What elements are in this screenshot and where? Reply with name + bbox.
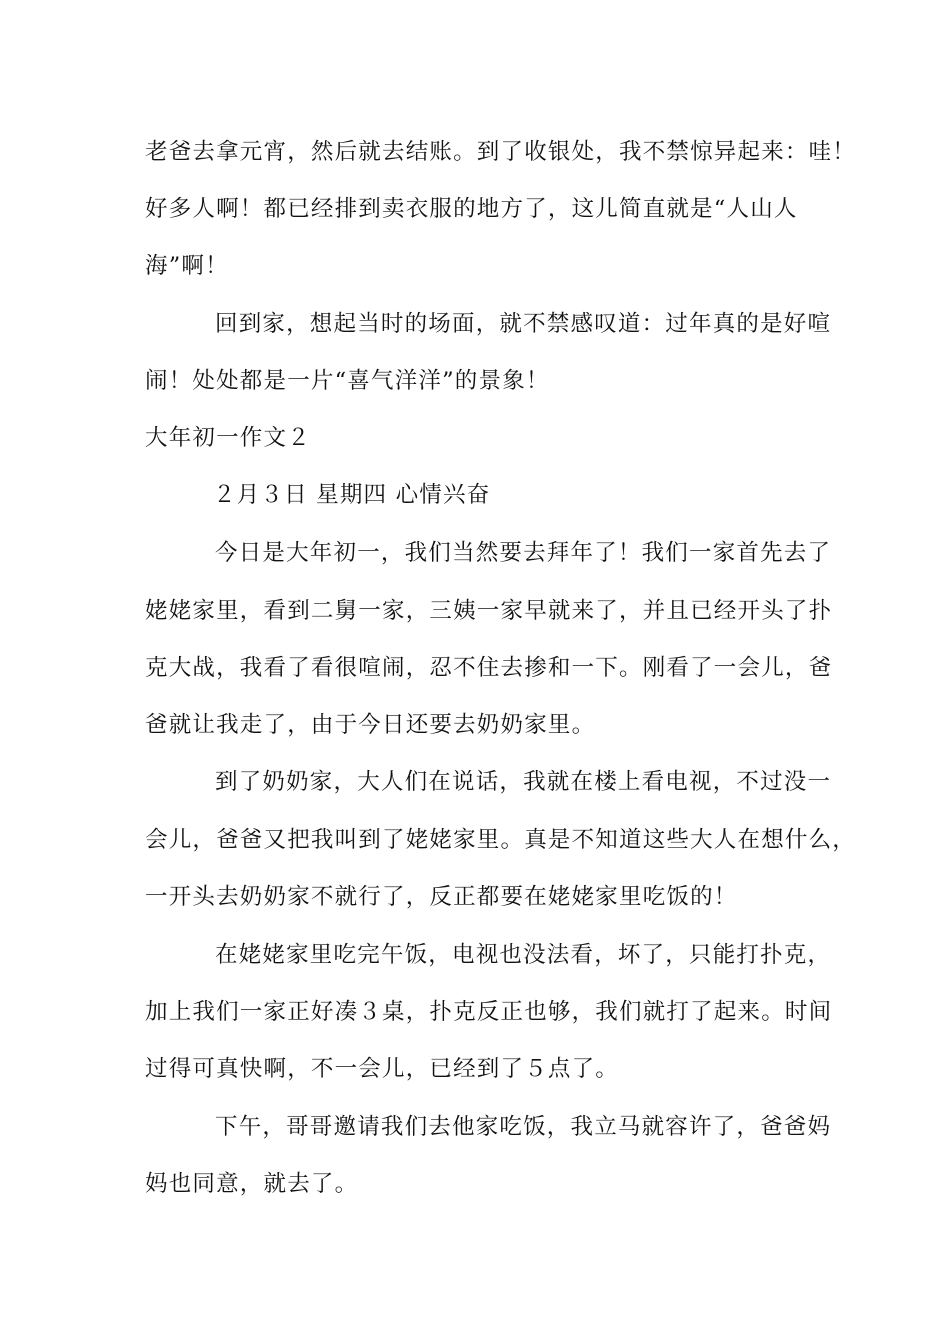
paragraph-line: 今日是大年初一，我们当然要去拜年了！我们一家首先去了 (215, 540, 832, 566)
paragraph-line: 会儿，爸爸又把我叫到了姥姥家里。真是不知道这些大人在想什么， (145, 827, 857, 853)
paragraph-line: 姥姥家里，看到二舅一家，三姨一家早就来了，并且已经开头了扑 (145, 598, 833, 624)
section-heading: 大年初一作文２ (145, 425, 311, 451)
paragraph-line: 好多人啊！都已经排到卖衣服的地方了，这儿简直就是“人山人 (145, 196, 798, 222)
paragraph-line: 爸就让我走了，由于今日还要去奶奶家里。 (145, 712, 596, 738)
paragraph-line: 妈也同意，就去了。 (145, 1171, 359, 1197)
paragraph-line: 闹！处处都是一片“喜气洋洋”的景象！ (145, 368, 550, 394)
paragraph-line: 克大战，我看了看很喧闹，忍不住去掺和一下。刚看了一会儿，爸 (145, 655, 833, 681)
paragraph-line: 过得可真快啊，不一会儿，已经到了５点了。 (145, 1056, 620, 1082)
paragraph-line: 在姥姥家里吃完午饭，电视也没法看，坏了，只能打扑克， (215, 942, 832, 968)
paragraph-line: 加上我们一家正好凑３桌，扑克反正也够，我们就打了起来。时间 (145, 999, 833, 1025)
paragraph-line: 到了奶奶家，大人们在说话，我就在楼上看电视，不过没一 (215, 769, 832, 795)
date-line: ２月３日 星期四 心情兴奋 (213, 482, 491, 508)
paragraph-line: 下午，哥哥邀请我们去他家吃饭，我立马就容许了，爸爸妈 (215, 1114, 832, 1140)
paragraph-line: 回到家，想起当时的场面，就不禁感叹道：过年真的是好喧 (215, 311, 832, 337)
paragraph-line: 老爸去拿元宵，然后就去结账。到了收银处，我不禁惊异起来：哇！ (145, 139, 857, 165)
paragraph-line: 一开头去奶奶家不就行了，反正都要在姥姥家里吃饭的！ (145, 884, 738, 910)
paragraph-line: 海”啊！ (145, 253, 229, 279)
